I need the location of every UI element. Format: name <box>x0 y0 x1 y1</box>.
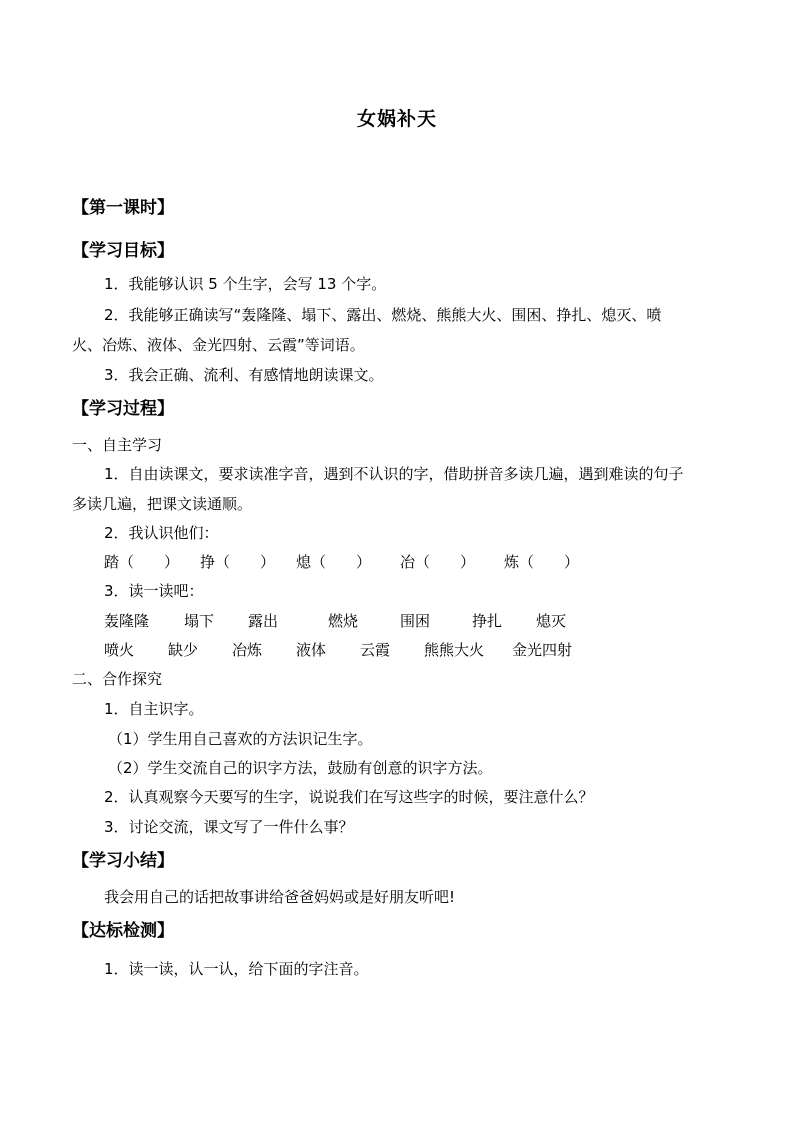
self-study-item-2: 2．我认识他们： <box>104 524 219 542</box>
vocab-word: 缺少 <box>168 641 199 659</box>
character-blank: 挣（ ） <box>200 553 276 571</box>
vocab-word: 云霞 <box>360 641 391 659</box>
character-blank: 熄（ ） <box>296 553 372 571</box>
section-heading-summary: 【学习小结】 <box>72 851 174 871</box>
subheading-cooperative: 二、合作探究 <box>72 670 163 688</box>
section-heading-goals: 【学习目标】 <box>72 241 174 261</box>
self-study-item-3: 3．读一读吧： <box>104 582 204 600</box>
vocab-word: 喷火 <box>104 641 135 659</box>
section-heading-lesson: 【第一课时】 <box>72 198 174 218</box>
character-blank: 炼（ ） <box>504 553 580 571</box>
goal-1: 1．我能够认识 5 个生字，会写 13 个字。 <box>104 275 387 293</box>
self-study-item-1-line-1: 1．自由读课文，要求读准字音，遇到不认识的字，借助拼音多读几遍，遇到难读的句子 <box>104 465 684 483</box>
subheading-self-study: 一、自主学习 <box>72 436 163 454</box>
goal-2-line-2: 火、冶炼、液体、金光四射、云霞”等词语。 <box>72 336 365 354</box>
goal-2-line-1: 2．我能够正确读写“轰隆隆、塌下、露出、燃烧、熊熊大火、围困、挣扎、熄灭、喷 <box>104 306 662 324</box>
section-heading-test: 【达标检测】 <box>72 921 174 941</box>
vocab-word: 轰隆隆 <box>104 612 150 630</box>
self-study-item-1-line-2: 多读几遍，把课文读通顺。 <box>72 495 253 513</box>
test-item-1: 1．读一读，认一认，给下面的字注音。 <box>104 960 369 978</box>
page-title: 女娲补天 <box>356 108 437 130</box>
vocab-word: 挣扎 <box>472 612 503 630</box>
vocab-word: 塌下 <box>184 612 215 630</box>
vocab-word: 露出 <box>248 612 279 630</box>
cooperative-item-1a: （1）学生用自己喜欢的方法识记生字。 <box>108 730 373 748</box>
section-heading-process: 【学习过程】 <box>72 399 174 419</box>
vocab-word: 冶炼 <box>232 641 263 659</box>
vocab-word: 燃烧 <box>328 612 359 630</box>
cooperative-item-3: 3．讨论交流，课文写了一件什么事？ <box>104 818 354 836</box>
vocab-word: 液体 <box>296 641 327 659</box>
character-blank: 冶（ ） <box>400 553 476 571</box>
vocab-word: 金光四射 <box>512 641 573 659</box>
vocab-word: 围困 <box>400 612 431 630</box>
goal-3: 3．我会正确、流利、有感情地朗读课文。 <box>104 366 384 384</box>
cooperative-item-1: 1．自主识字。 <box>104 700 204 718</box>
vocab-word: 熊熊大火 <box>424 641 485 659</box>
cooperative-item-1b: （2）学生交流自己的识字方法，鼓励有创意的识字方法。 <box>108 759 493 777</box>
vocab-word: 熄灭 <box>536 612 567 630</box>
character-blank: 踏（ ） <box>104 553 180 571</box>
cooperative-item-2: 2．认真观察今天要写的生字，说说我们在写这些字的时候，要注意什么？ <box>104 788 594 806</box>
summary-text: 我会用自己的话把故事讲给爸爸妈妈或是好朋友听吧! <box>104 888 456 906</box>
